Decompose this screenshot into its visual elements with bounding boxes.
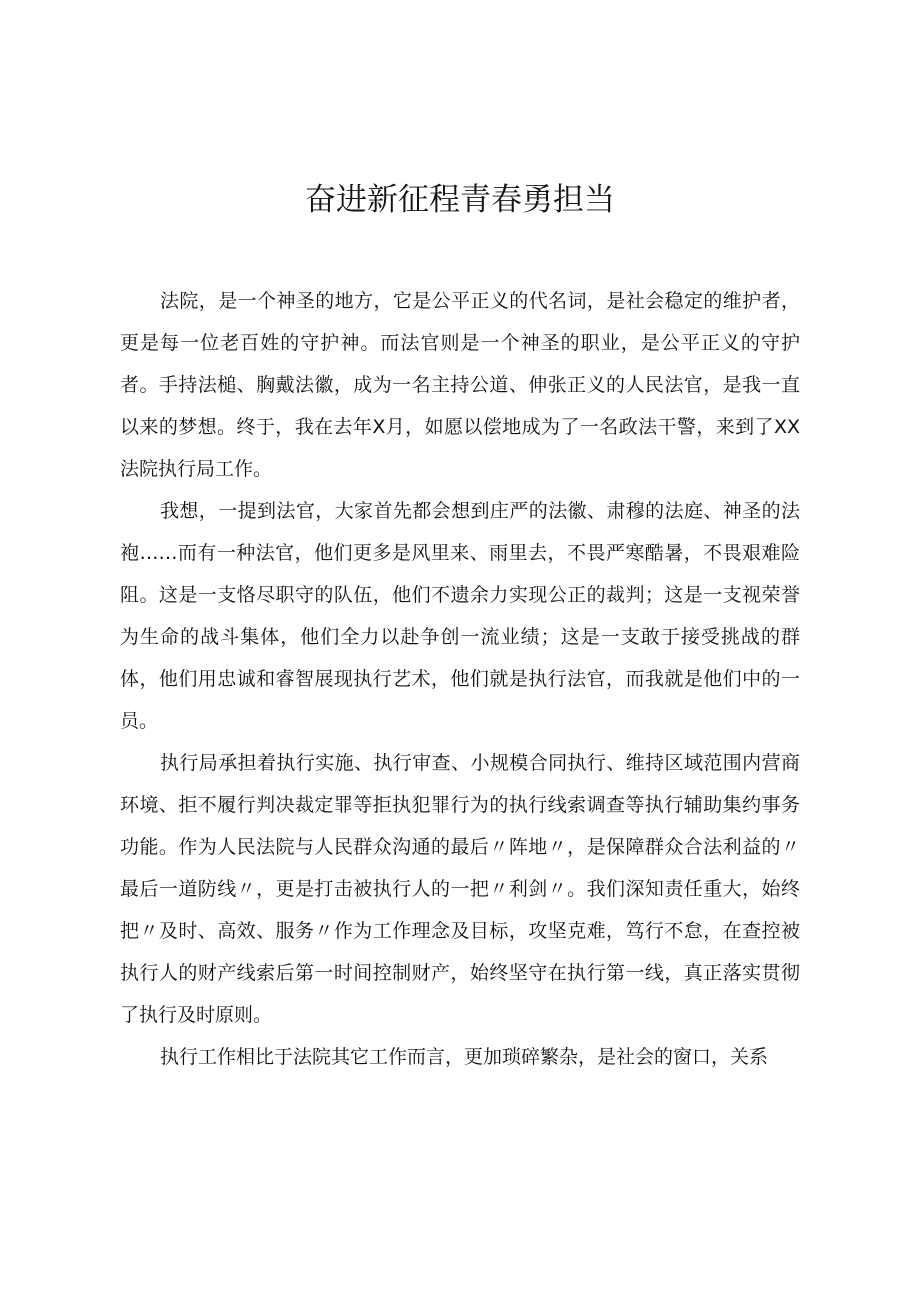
paragraph-3: 执行局承担着执行实施、执行审查、小规模合同执行、维持区域范围内营商环境、拒不履行判决裁定罪等拒执犯罪行为的执行线索调查等执行辅助集约事务功能。作为人民法院与人民群众沟通的最后〃阵地〃，是保障群众合法利益的〃最后一道防线〃，更是打击被执行人的一把〃利剑〃。我们深知责任重大，始终把〃及时、高效、服务〃作为工作理念及目标，攻坚克难，笃行不怠，在查控被执行人的财产线索后第一时间控制财产，始终坚守在执行第一线，真正落实贯彻了执行及时原则。 (120, 752, 800, 1026)
paragraph-4: 执行工作相比于法院其它工作而言，更加琐碎繁杂，是社会的窗口，关系 (160, 1046, 769, 1068)
paragraph-1: 法院，是一个神圣的地方，它是公平正义的代名词，是社会稳定的维护者，更是每一位老百姓的守护神。而法官则是一个神圣的职业，是公平正义的守护者。手持法槌、胸戴法徽，成为一名主持公道、伸张正义的人民法官，是我一直以来的梦想。终于，我在去年X月，如愿以偿地成为了一名政法干警，来到了XX法院执行局工作。 (120, 290, 800, 480)
document-title: 奋进新征程青春勇担当 (305, 182, 615, 218)
document-body (120, 280, 800, 1078)
paragraph-2: 我想，一提到法官，大家首先都会想到庄严的法徽、肃穆的法庭、神圣的法袍……而有一种法官，他们更多是风里来、雨里去，不畏严寒酷暑，不畏艰难险阻。这是一支恪尽职守的队伍，他们不遗余力实现公正的裁判；这是一支视荣誉为生命的战斗集体，他们全力以赴争创一流业绩；这是一支敢于接受挑战的群体，他们用忠诚和睿智展现执行艺术，他们就是执行法官，而我就是他们中的一员。 (120, 500, 800, 732)
